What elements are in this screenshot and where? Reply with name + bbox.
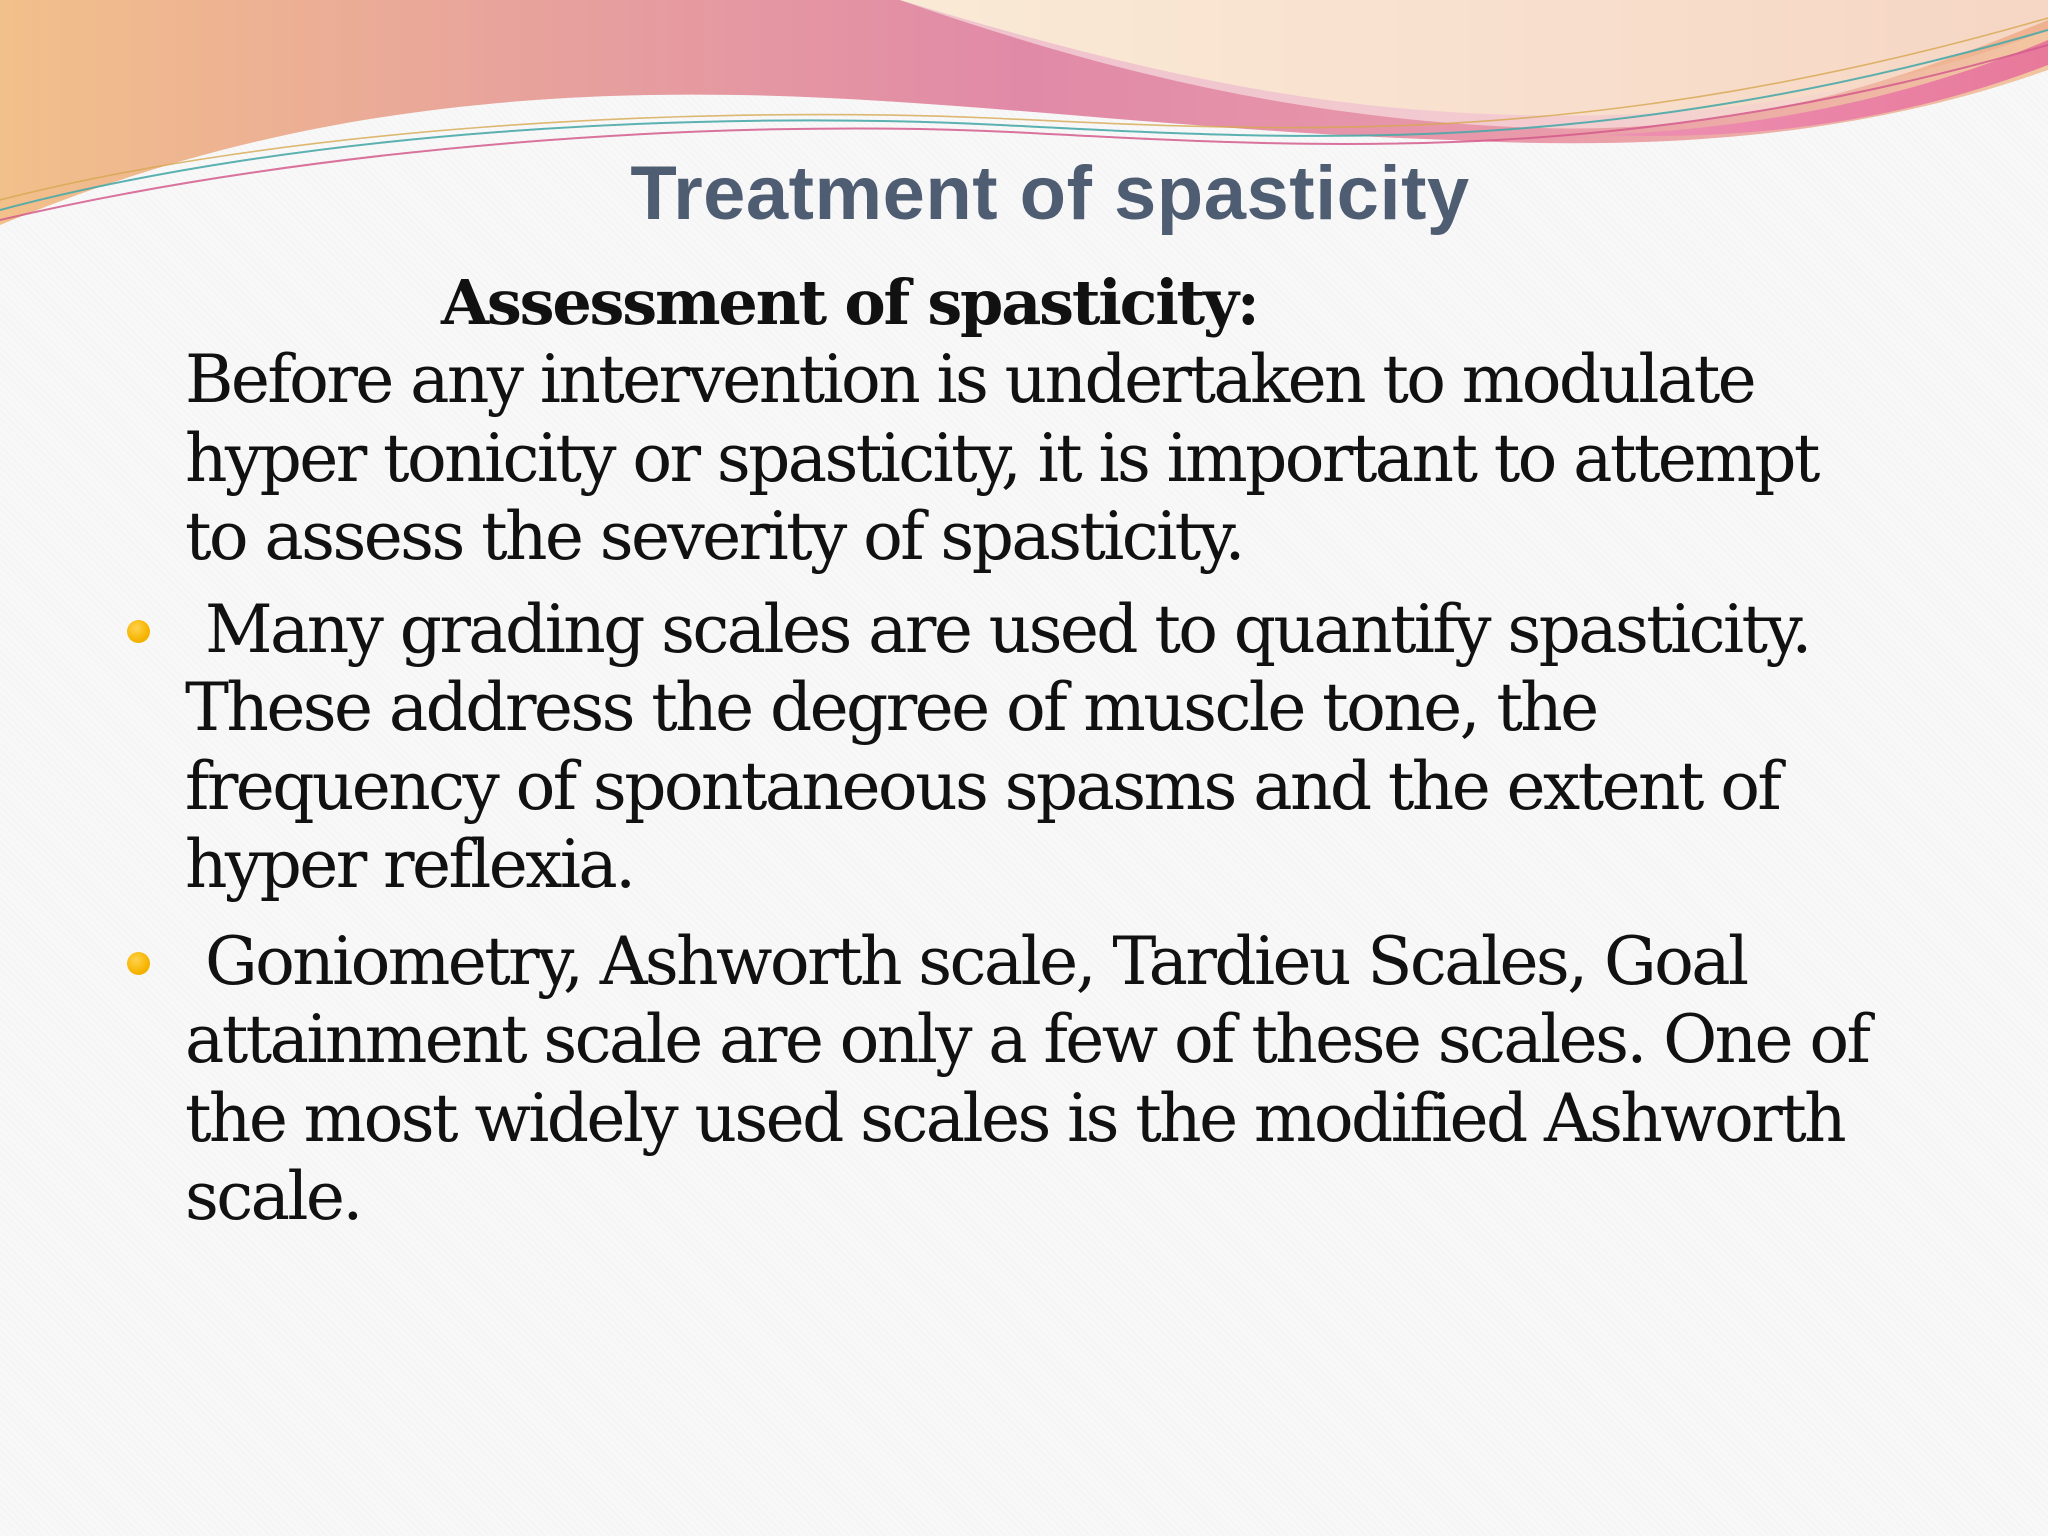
bullet-line: frequency of spontaneous spasms and the extent of — [185, 747, 1780, 825]
slide-title: Treatment of spasticity — [630, 151, 1470, 236]
intro-line: hyper tonicity or spasticity, it is important to attempt — [185, 419, 1818, 497]
bullet-line: attainment scale are only a few of these scales. One of — [185, 1001, 1869, 1078]
bullet-item — [185, 923, 1985, 1237]
bullet-item — [185, 591, 1985, 905]
intro-line: to assess the severity of spasticity. — [185, 498, 1243, 575]
bullet-dot-icon — [127, 952, 150, 975]
slide-body — [185, 265, 1985, 1255]
bullet-line: hyper reflexia. — [185, 826, 634, 903]
bullet-line: Many grading scales are used to quantify spasticity. — [205, 590, 1810, 668]
bullet-line: the most widely used scales is the modified Ashworth — [185, 1079, 1845, 1157]
bullet-line: Goniometry, Ashworth scale, Tardieu Scales, Goal — [205, 922, 1747, 1000]
subheading: Assessment of spasticity: — [441, 266, 1258, 339]
bullet-line: These address the degree of muscle tone, the — [185, 669, 1597, 746]
bullet-line: scale. — [185, 1158, 361, 1235]
intro-paragraph — [185, 341, 1985, 577]
intro-line: Before any intervention is undertaken to modulate — [185, 341, 1755, 418]
bullet-dot-icon — [127, 620, 150, 643]
bullet-list — [185, 591, 1985, 1237]
